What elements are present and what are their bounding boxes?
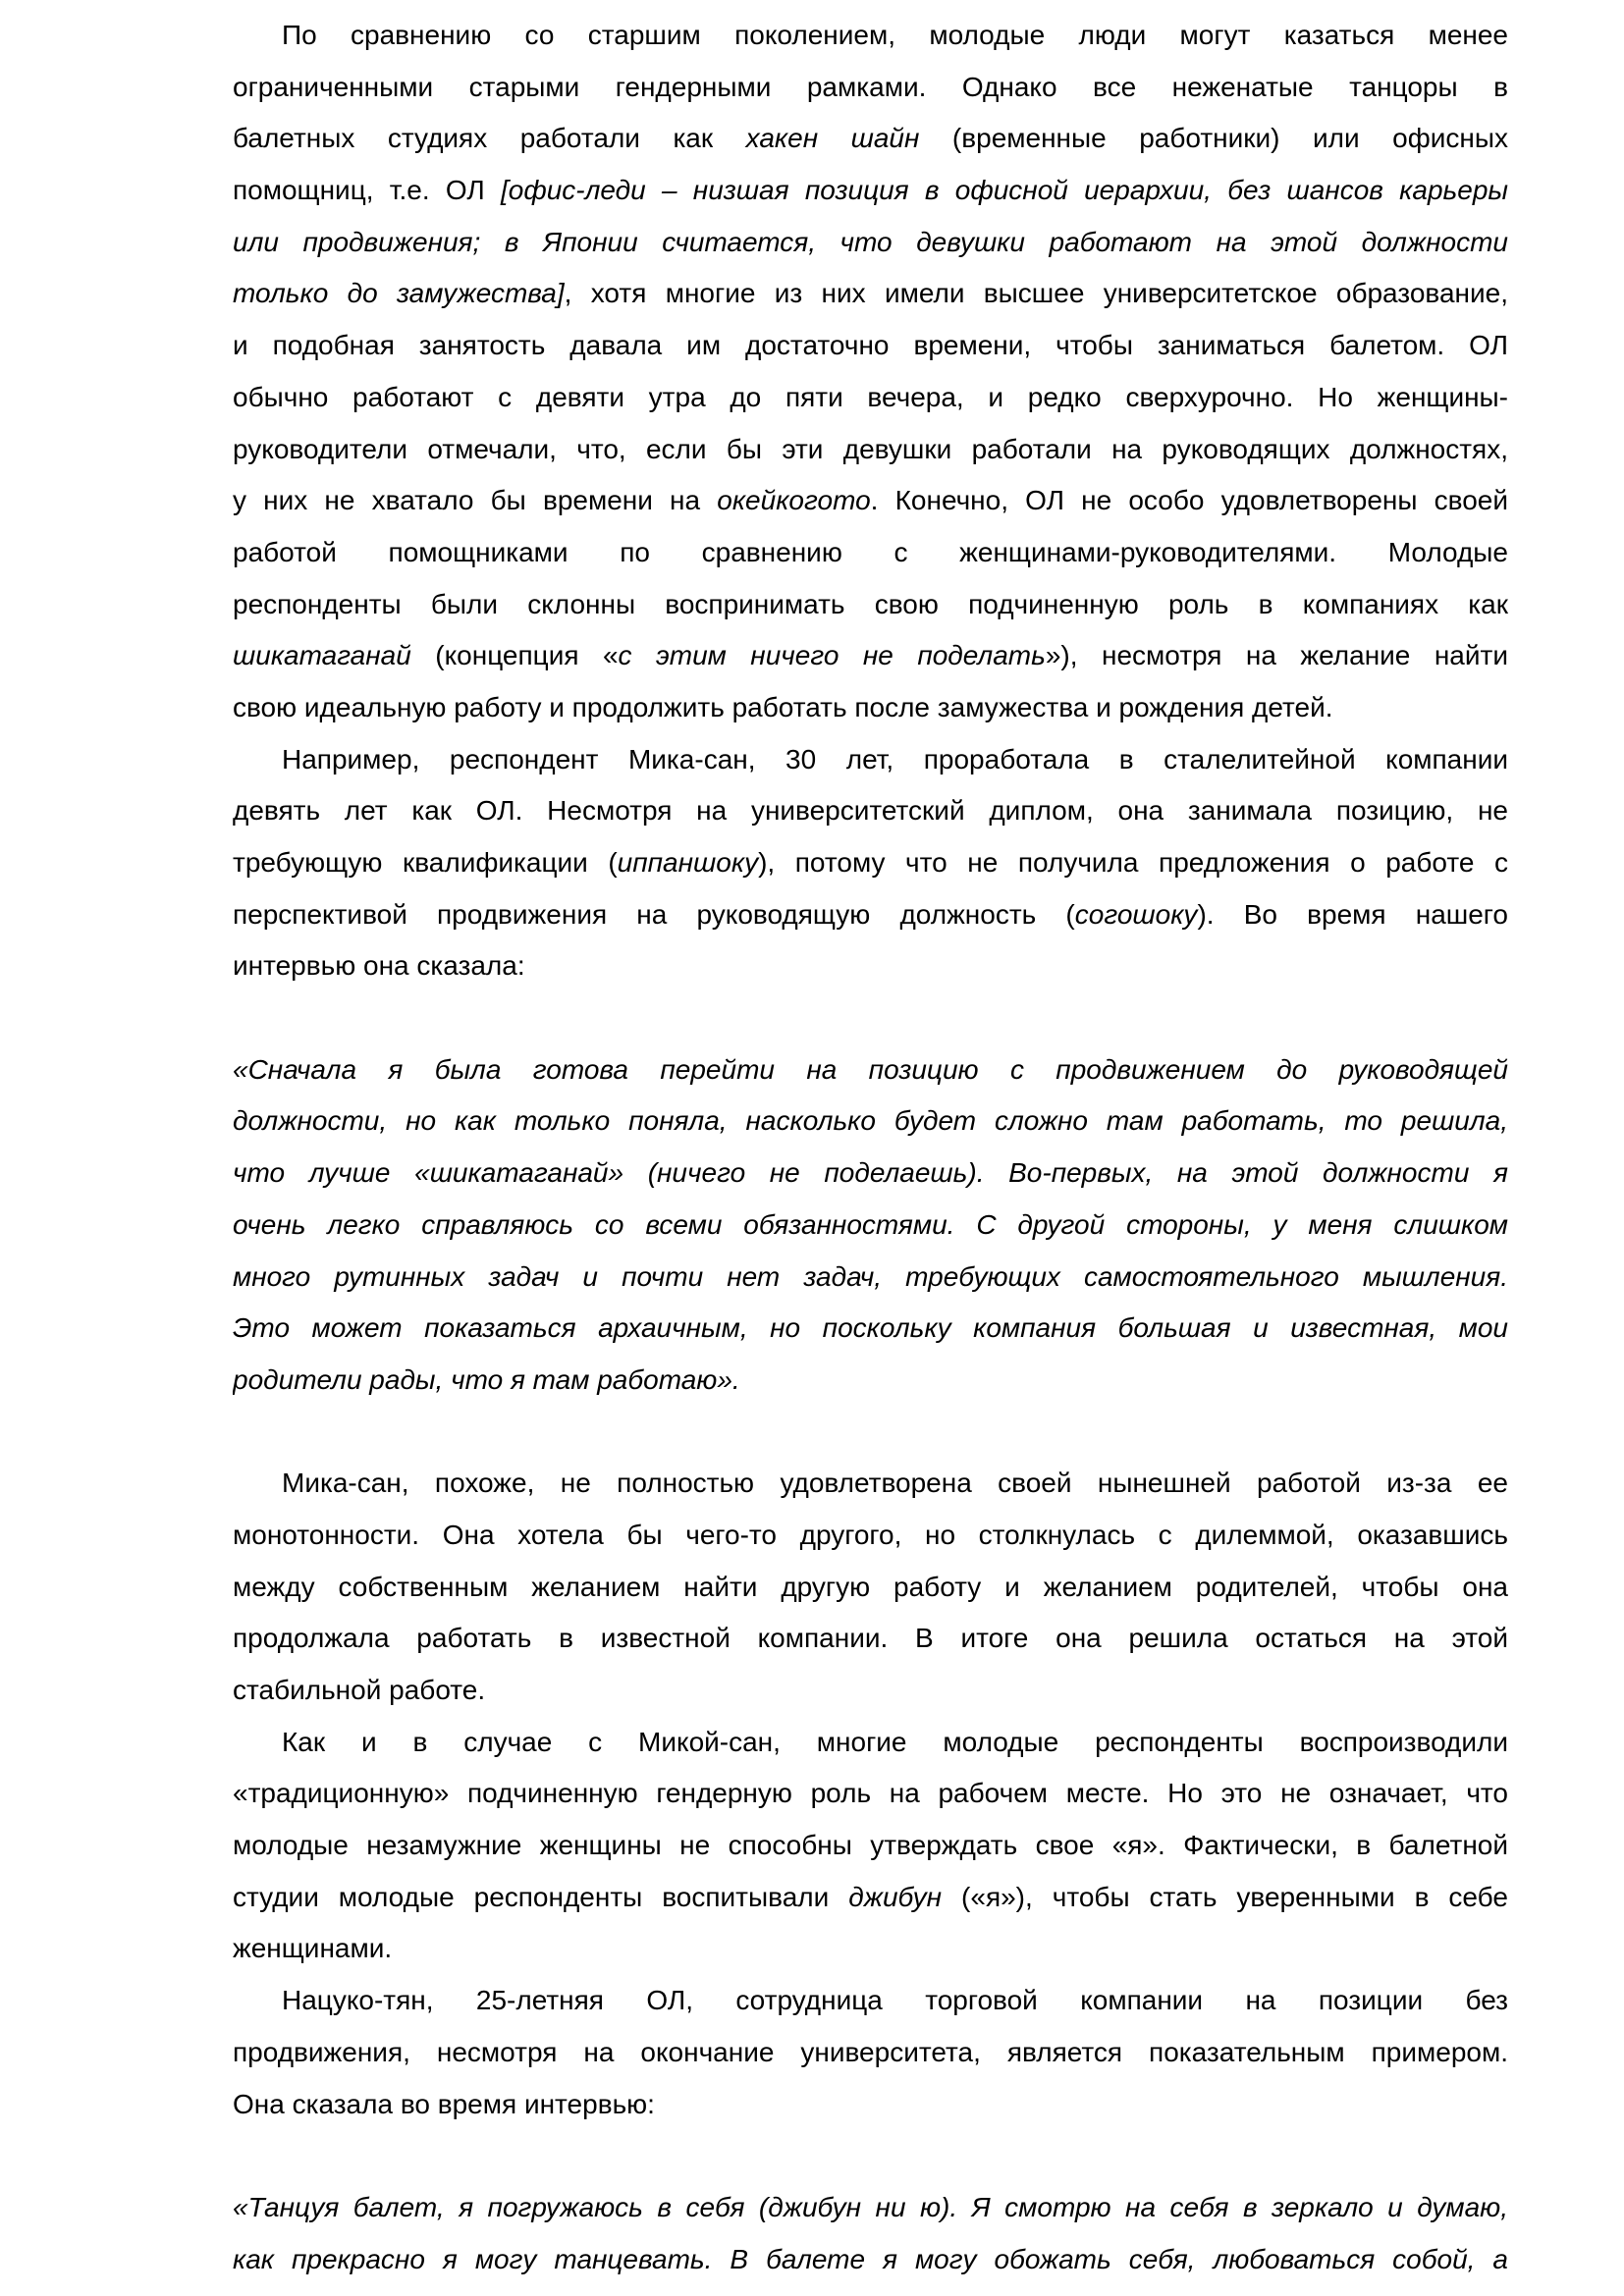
text-segment: продолжала работать в известной компании. В итоге она решила остаться на этой: [233, 1623, 1508, 1654]
text-line: [233, 2027, 1508, 2079]
text-line: [233, 1613, 1508, 1665]
italic-text-segment: должности, но как только поняла, насколько будет сложно там работать, то решила,: [233, 1105, 1508, 1137]
italic-text-segment: хакен шайн: [745, 123, 920, 154]
text-line: [233, 1458, 1508, 1510]
text-line: [233, 734, 1508, 786]
text-segment: и подобная занятость давала им достаточно времени, чтобы заниматься балетом. ОЛ: [233, 330, 1508, 361]
text-segment: молодые незамужние женщины не способны утверждать свое «я». Фактически, в балетной: [233, 1830, 1508, 1861]
text-segment: («я»), чтобы стать уверенными в себе: [942, 1881, 1508, 1912]
text-line: [233, 1303, 1508, 1355]
text-line: [233, 424, 1508, 476]
text-line: [233, 1355, 1508, 1407]
text-line: [233, 1510, 1508, 1562]
text-line: [233, 630, 1508, 682]
text-segment: «традиционную» подчиненную гендерную роль на рабочем месте. Но это не означает, что: [233, 1778, 1508, 1809]
italic-text-segment: родители рады, что я там работаю».: [233, 1363, 740, 1395]
text-segment: интервью она сказала:: [233, 950, 525, 982]
text-segment: девять лет как ОЛ. Несмотря на университетский диплом, она занимала позицию, не: [233, 795, 1508, 827]
italic-text-segment: Это может показаться архаичным, но поскольку компания большая и известная, мои: [233, 1312, 1508, 1344]
text-segment: (концепция «: [410, 640, 619, 671]
text-segment: женщинами.: [233, 1933, 393, 1964]
italic-text-segment: согошоку: [1074, 898, 1198, 930]
text-segment: стабильной работе.: [233, 1675, 486, 1705]
text-line: [233, 372, 1508, 424]
text-line: [233, 837, 1508, 889]
italic-text-segment: [офис-леди – низшая позиция в офисной иерархии, без шансов карьеры: [500, 175, 1508, 206]
text-segment: ограниченными старыми гендерными рамками. Однако все неженатые танцоры в: [233, 71, 1508, 102]
text-line: [233, 1923, 1508, 1975]
text-segment: (временные работники) или офисных: [919, 123, 1508, 154]
text-line: [233, 2182, 1508, 2234]
text-segment: продвижения, несмотря на окончание университета, является показательным примером.: [233, 2036, 1508, 2067]
text-segment: студии молодые респонденты воспитывали: [233, 1881, 849, 1912]
italic-text-segment: только до замужества]: [233, 278, 565, 309]
text-segment: между собственным желанием найти другую работу и желанием родителей, чтобы она: [233, 1571, 1508, 1602]
italic-text-segment: очень легко справляюсь со всеми обязанностями. С другой стороны, у меня слишком: [233, 1208, 1508, 1240]
quote-paragraph-natsuko-chan: [233, 2182, 1508, 2285]
text-line: [233, 1768, 1508, 1820]
text-line: [233, 2234, 1508, 2286]
text-line: [233, 785, 1508, 837]
paragraph-traditional-role: [233, 1717, 1508, 1975]
italic-text-segment: иппаншоку: [617, 847, 759, 878]
italic-text-segment: шикатаганай: [233, 640, 411, 671]
text-segment: требующую квалификации (: [233, 847, 618, 878]
italic-text-segment: с этим ничего не поделать: [618, 640, 1046, 671]
text-line: [233, 527, 1508, 579]
text-line: [233, 1562, 1508, 1614]
text-segment: Мика-сан, похоже, не полностью удовлетворена своей нынешней работой из-за ее: [282, 1468, 1508, 1499]
italic-text-segment: «Танцуя балет, я погружаюсь в себя (джибун ни ю). Я смотрю на себя в зеркало и думаю,: [233, 2191, 1508, 2222]
text-line: [233, 113, 1508, 165]
text-segment: у них не хватало бы времени на: [233, 485, 718, 516]
text-line: [233, 1252, 1508, 1304]
text-segment: , хотя многие из них имели высшее университетское образование,: [564, 278, 1508, 309]
text-line: [233, 1148, 1508, 1200]
text-segment: свою идеальную работу и продолжить работать после замужества и рождения детей.: [233, 691, 1333, 722]
italic-text-segment: джибун: [848, 1881, 943, 1912]
italic-text-segment: много рутинных задач и почти нет задач, требующих самостоятельного мышления.: [233, 1260, 1508, 1292]
text-line: [233, 1200, 1508, 1252]
text-segment: Например, респондент Мика-сан, 30 лет, проработала в сталелитейной компании: [282, 743, 1508, 774]
text-line: [233, 320, 1508, 372]
paragraph-generation-comparison: [233, 10, 1508, 734]
text-segment: »), несмотря на желание найти: [1045, 640, 1508, 671]
text-line: [233, 1044, 1508, 1096]
text-line: [233, 62, 1508, 114]
text-segment: обычно работают с девяти утра до пяти вечера, и редко сверхурочно. Но женщины-: [233, 381, 1508, 412]
document-body: [233, 10, 1508, 2285]
text-line: [233, 1820, 1508, 1872]
text-segment: Как и в случае с Микой-сан, многие молодые респонденты воспроизводили: [282, 1726, 1508, 1757]
paragraph-mika-san-intro: [233, 734, 1508, 992]
text-segment: монотонности. Она хотела бы чего-то другого, но столкнулась с дилеммой, оказавшись: [233, 1519, 1508, 1550]
text-line: [233, 1095, 1508, 1148]
text-line: [233, 1975, 1508, 2027]
text-line: [233, 475, 1508, 527]
italic-text-segment: что лучше «шикатаганай» (ничего не поделаешь). Во-первых, на этой должности я: [233, 1157, 1508, 1189]
text-segment: руководители отмечали, что, если бы эти девушки работали на руководящих должностях,: [233, 433, 1508, 464]
text-line: [233, 1717, 1508, 1769]
paragraph-mika-san-dilemma: [233, 1458, 1508, 1716]
italic-text-segment: как прекрасно я могу танцевать. В балете я могу обожать себя, любоваться собой, а: [233, 2243, 1508, 2274]
paragraph-natsuko-chan: [233, 1975, 1508, 2130]
text-line: [233, 889, 1508, 941]
text-segment: работой помощниками по сравнению с женщинами-руководителями. Молодые: [233, 536, 1508, 567]
quote-paragraph-mika-san: [233, 1044, 1508, 1407]
text-segment: Она сказала во время интервью:: [233, 2088, 655, 2119]
italic-text-segment: окейкогото: [717, 485, 871, 516]
text-segment: По сравнению со старшим поколением, молодые люди могут казаться менее: [282, 20, 1508, 50]
text-segment: ). Во время нашего: [1197, 898, 1508, 930]
text-line: [233, 217, 1508, 269]
text-line: [233, 2079, 1508, 2131]
italic-text-segment: или продвижения; в Японии считается, что девушки работают на этой должности: [233, 226, 1508, 257]
text-segment: Нацуко-тян, 25-летняя ОЛ, сотрудница торговой компании на позиции без: [282, 1985, 1508, 2016]
text-line: [233, 682, 1508, 734]
text-line: [233, 1665, 1508, 1717]
text-line: [233, 579, 1508, 631]
text-line: [233, 1872, 1508, 1924]
text-segment: помощниц, т.е. ОЛ: [233, 175, 501, 206]
text-line: [233, 165, 1508, 217]
text-line: [233, 10, 1508, 62]
text-line: [233, 268, 1508, 320]
text-segment: перспективой продвижения на руководящую должность (: [233, 898, 1075, 930]
text-segment: балетных студиях работали как: [233, 123, 746, 154]
text-segment: респонденты были склонны воспринимать свою подчиненную роль в компаниях как: [233, 588, 1508, 619]
italic-text-segment: «Сначала я была готова перейти на позицию с продвижением до руководящей: [233, 1053, 1508, 1085]
text-segment: ), потому что не получила предложения о работе с: [758, 847, 1508, 878]
text-line: [233, 940, 1508, 992]
text-segment: . Конечно, ОЛ не особо удовлетворены своей: [870, 485, 1508, 516]
